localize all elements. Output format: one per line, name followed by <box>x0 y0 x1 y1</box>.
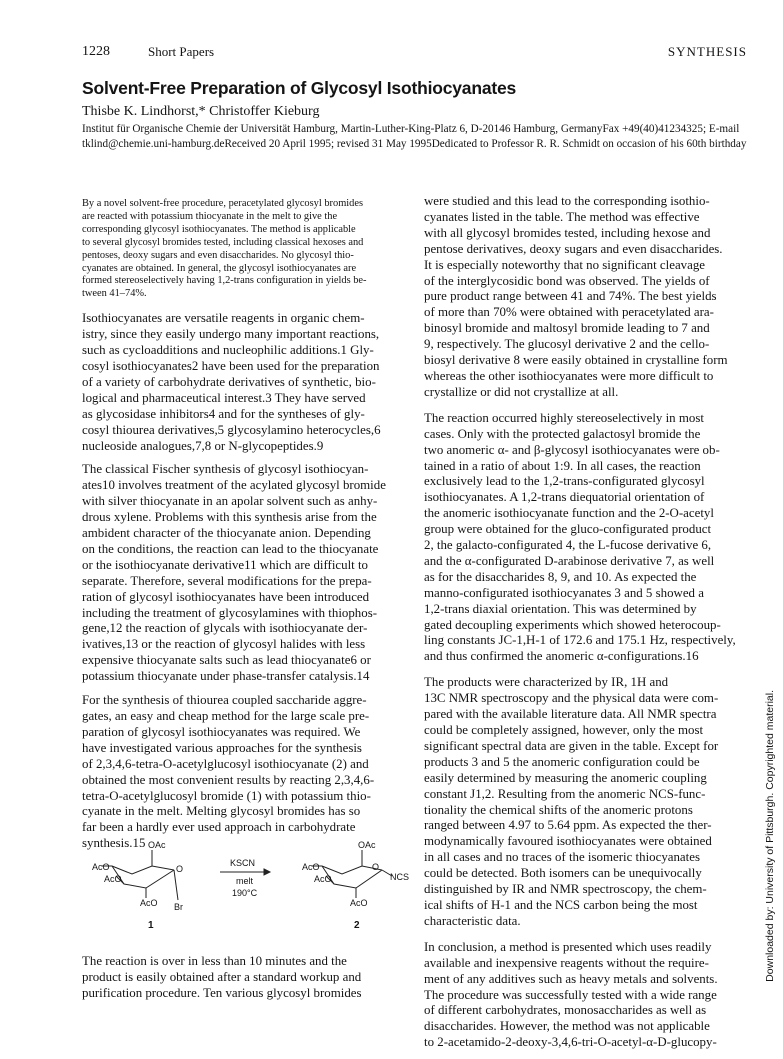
text-line: of 2,3,4,6-tetra-O-acetylglucosyl isothiocyanate (2) and <box>82 756 369 771</box>
text-line: cosyl thiourea derivatives,5 glycosylamino heterocycles,6 <box>82 422 381 437</box>
text-line: The procedure was successfully tested with a wide range <box>424 987 717 1002</box>
text-line: cyanate in the melt. Melting glycosyl bromides has so <box>82 804 361 819</box>
text-line: the anomeric isothiocyanate function and the 2-O-acetyl <box>424 506 714 521</box>
text-line: 2, the galacto-configurated 4, the L-fucose derivative 6, <box>424 538 712 553</box>
text-line: cosyl isothiocyanates2 have been used for the preparation <box>82 358 380 373</box>
scheme-label: OAc <box>148 840 166 850</box>
text-line: istry, since they easily undergo many important reactions, <box>82 327 380 342</box>
article-title: Solvent-Free Preparation of Glycosyl Isothiocyanates <box>82 78 517 98</box>
text-line: including the treatment of glycosylamines with thiophos- <box>82 605 377 620</box>
paragraph <box>82 462 414 685</box>
text-line: characteristic data. <box>424 913 521 928</box>
scheme-drawing <box>82 836 414 938</box>
text-line: potassium thiocyanate under phase-transfer catalysis.14 <box>82 669 370 684</box>
text-line: binosyl bromide and maltosyl bromide leading to 7 and <box>424 321 710 336</box>
condition-label: melt <box>236 876 254 886</box>
text-line: products 3 and 5 the anomeric configuration could be <box>424 754 700 769</box>
scheme-label: AcO <box>104 874 122 884</box>
text-line: to several glycosyl bromides tested, including classical hexoses and <box>82 236 364 248</box>
text-line: cyanates are obtained. In general, the glycosyl isothiocyanates are <box>82 262 357 274</box>
text-line: pared with the available literature data. All NMR spectra <box>424 707 717 722</box>
left-column <box>82 198 414 860</box>
text-line: were studied and this lead to the corresponding isothio- <box>424 194 710 208</box>
text-line: 13C NMR spectroscopy and the physical data were com- <box>424 691 719 706</box>
text-line: as for the disaccharides 8, 9, and 10. As expected the <box>424 569 697 584</box>
text-line: gates, an easy and cheap method for the large scale pre- <box>82 709 370 723</box>
paragraph <box>424 675 756 930</box>
paragraph <box>82 954 414 1002</box>
text-line: far been a hardly ever used approach in carbohydrate <box>82 820 356 835</box>
text-line: formed stereoselectively having 1,2-trans configuration in yields be- <box>82 275 367 287</box>
journal-name: SYNTHESIS <box>667 44 747 59</box>
text-line: synthesis.15 <box>82 836 146 851</box>
text-line: significant spectral data are given in the table. Except for <box>424 738 719 753</box>
text-line: gated decoupling experiments which showed heterocoup- <box>424 617 721 632</box>
text-line: Received 20 April 1995; revised 31 May 1995 <box>224 138 432 150</box>
text-line: of more than 70% were obtained with peracetylated ara- <box>424 305 714 320</box>
text-line: separate. Therefore, several modifications for the prepa- <box>82 573 372 588</box>
text-line: tetra-O-acetylglucosyl bromide (1) with potassium thio- <box>82 788 371 803</box>
text-line: nucleoside analogues,7,8 or N-glycopeptides.9 <box>82 438 324 453</box>
text-line: drous xylene. Problems with this synthesis arise from the <box>82 510 377 525</box>
text-line: constant J1,2. Resulting from the anomeric NCS-func- <box>424 786 706 801</box>
text-line: cyanates listed in the table. The method was effective <box>424 209 700 224</box>
scheme-label: AcO <box>302 862 320 872</box>
text-line: on the conditions, the reaction can lead to the thiocyanate <box>82 541 379 556</box>
compound-number: 1 <box>148 920 154 931</box>
compound-number: 2 <box>354 920 360 931</box>
text-line: logical and pharmaceutical interest.3 They have served <box>82 390 366 405</box>
text-line: isothiocyanates. A 1,2-trans diequatorial orientation of <box>424 490 705 505</box>
text-line: ling constants JC-1,H-1 of 172.6 and 175.1 Hz, respectively, <box>424 633 736 648</box>
text-line: Fax +49(40)41234325; E-mail tklind@chemie.uni-hamburg.de <box>82 123 740 150</box>
text-line: easily determined by measuring the anomeric coupling <box>424 770 707 785</box>
text-line: as glycosidase inhibitors4 and for the syntheses of gly- <box>82 406 365 421</box>
text-line: 1,2-trans diaxial orientation. This was determined by <box>424 601 697 616</box>
scheme-label: AcO <box>350 898 368 908</box>
scheme-label: OAc <box>358 840 376 850</box>
text-line: The reaction is over in less than 10 minutes and the <box>82 954 347 968</box>
text-line: pentose derivatives, deoxy sugars and even disaccharides. <box>424 241 723 256</box>
text-line: are reacted with potassium thiocyanate in the melt to give the <box>82 210 338 222</box>
text-line: product is easily obtained after a standard workup and <box>82 969 362 984</box>
text-line: could be completely assigned, however, only the most <box>424 723 704 737</box>
text-line: whereas the other isothiocyanates were more difficult to <box>424 368 714 383</box>
text-line: ical shifts of H-1 and the NCS carbon being the most <box>424 897 698 912</box>
text-line: tained in a ratio of about 1:9. In all cases, the reaction <box>424 458 701 473</box>
text-line: available and inexpensive reagents without the require- <box>424 955 709 970</box>
scheme-label: AcO <box>140 898 158 908</box>
text-line: The classical Fischer synthesis of glycosyl isothiocyan- <box>82 462 369 477</box>
reaction-scheme <box>82 836 414 938</box>
paragraph <box>424 940 756 1051</box>
scheme-label: Br <box>174 902 183 912</box>
condition-label: 190°C <box>232 888 258 898</box>
scheme-label: AcO <box>314 874 332 884</box>
text-line: gene,12 the reaction of glycals with isothiocyanate der- <box>82 621 368 636</box>
text-line: ambident character of the thiocyanate anion. Depending <box>82 526 371 541</box>
text-line: 9, respectively. The glucosyl derivative 2 and the cello- <box>424 337 710 352</box>
scheme-label: NCS <box>390 872 410 882</box>
text-line: For the synthesis of thiourea coupled saccharide aggre- <box>82 693 367 708</box>
paragraph <box>82 311 414 454</box>
text-line: purification procedure. Ten various glycosyl bromides <box>82 985 362 1000</box>
scheme-label: O <box>176 864 184 874</box>
paragraph <box>424 194 756 401</box>
text-line: modynamically favoured isothiocyanates were obtained <box>424 834 712 849</box>
section-name: Short Papers <box>148 44 215 59</box>
running-header <box>82 44 747 64</box>
text-line: Isothiocyanates are versatile reagents in organic chem- <box>82 311 365 326</box>
text-line: have investigated various approaches for the synthesis <box>82 740 362 755</box>
text-line: distinguished by IR and NMR spectroscopy, the chem- <box>424 882 707 897</box>
text-line: pure product range between 41 and 74%. The best yields <box>424 289 717 304</box>
text-line: crystallize or did not crystallize at all. <box>424 384 619 399</box>
reagent-label: KSCN <box>230 858 256 868</box>
article-authors: Thisbe K. Lindhorst,* Christoffer Kieburg <box>82 104 320 119</box>
text-line: to 2-acetamido-2-deoxy-3,4,6-tri-O-acetyl-α-D-glucopy- <box>424 1035 717 1050</box>
text-line: obtained the most convenient results by reacting 2,3,4,6- <box>82 772 375 787</box>
text-line: in all cases and no traces of the isomeric thiocyanates <box>424 850 700 865</box>
text-line: ivatives,13 or the reaction of glycosyl halides with less <box>82 637 366 652</box>
text-line: disaccharides. However, the method was not applicable <box>424 1019 710 1034</box>
text-line: ates10 involves treatment of the acylated glycosyl bromide <box>82 478 386 493</box>
text-line: The products were characterized by IR, 1H and <box>424 675 669 690</box>
paragraph <box>424 411 756 666</box>
text-line: with silver thiocyanate in an apolar solvent such as anhy- <box>82 494 378 509</box>
scheme-label: AcO <box>92 862 110 872</box>
text-line: By a novel solvent-free procedure, peracetylated glycosyl bromides <box>82 198 364 209</box>
text-line: biosyl derivative 8 were easily obtained in crystalline form <box>424 353 728 368</box>
text-line: expensive thiocyanate salts such as lead thiocyanate6 or <box>82 653 371 668</box>
text-line: manno-configurated isothiocyanates 3 and 5 showed a <box>424 585 704 600</box>
text-line: It is especially noteworthy that no significant cleavage <box>424 257 705 272</box>
text-line: ment of any additives such as heavy metals and solvents. <box>424 971 718 986</box>
text-line: corresponding glycosyl isothiocyanates. The method is applicable <box>82 223 356 235</box>
text-line: of different carbohydrates, monosaccharides as well as <box>424 1003 707 1018</box>
text-line: tween 41–74%. <box>82 288 147 300</box>
right-column <box>424 194 756 1059</box>
text-line: could be detected. Both isomers can be unequivocally <box>424 866 702 881</box>
text-line: cases. Only with the protected galactosyl bromide the <box>424 426 701 441</box>
text-line: paration of glycosyl isothiocyanates was required. We <box>82 724 361 739</box>
download-notice: Downloaded by: University of Pittsburgh. Copyrighted material. <box>764 690 776 982</box>
page-number: 1228 <box>82 44 110 59</box>
text-line: of the interglycosidic bond was observed. The yields of <box>424 273 710 288</box>
text-line: pentoses, deoxy sugars and even disaccharides. No glycosyl thio- <box>82 249 354 261</box>
text-line: such as cycloadditions and nucleophilic additions.1 Gly- <box>82 343 374 358</box>
text-line: exclusively lead to the 1,2-trans-configurated glycosyl <box>424 474 705 489</box>
text-line: group were obtained for the gluco-configurated product <box>424 522 712 537</box>
text-line: tionality the chemical shifts of the anomeric protons <box>424 802 693 817</box>
text-line: of a variety of carbohydrate derivatives of synthetic, bio- <box>82 374 376 389</box>
abstract <box>82 198 414 301</box>
text-line: The reaction occurred highly stereoselectively in most <box>424 410 704 425</box>
scheme-label: O <box>372 862 380 872</box>
text-line: and thus confirmed the anomeric α-configurations.16 <box>424 649 699 664</box>
text-line: ranged between 4.97 to 5.64 ppm. As expected the ther- <box>424 818 712 833</box>
text-line: Institut für Organische Chemie der Universität Hamburg, Martin-Luther-King-Platz 6, D-20146 Hamburg, Germany <box>82 123 603 135</box>
text-line: and the α-configurated D-arabinose derivative 7, as well <box>424 553 715 568</box>
text-line: with all glycosyl bromides tested, including hexose and <box>424 225 711 240</box>
left-column-bottom <box>82 954 414 1010</box>
text-line: two anomeric α- and β-glycosyl isothiocyanates were ob- <box>424 442 720 457</box>
affiliation-block <box>82 122 762 152</box>
text-line: ration of glycosyl isothiocyanates have been introduced <box>82 589 370 604</box>
text-line: In conclusion, a method is presented which uses readily <box>424 939 712 954</box>
text-line: or the isothiocyanate derivative11 which are difficult to <box>82 557 369 572</box>
text-line: Dedicated to Professor R. R. Schmidt on occasion of his 60th birthday <box>431 138 747 150</box>
paragraph <box>82 693 414 852</box>
